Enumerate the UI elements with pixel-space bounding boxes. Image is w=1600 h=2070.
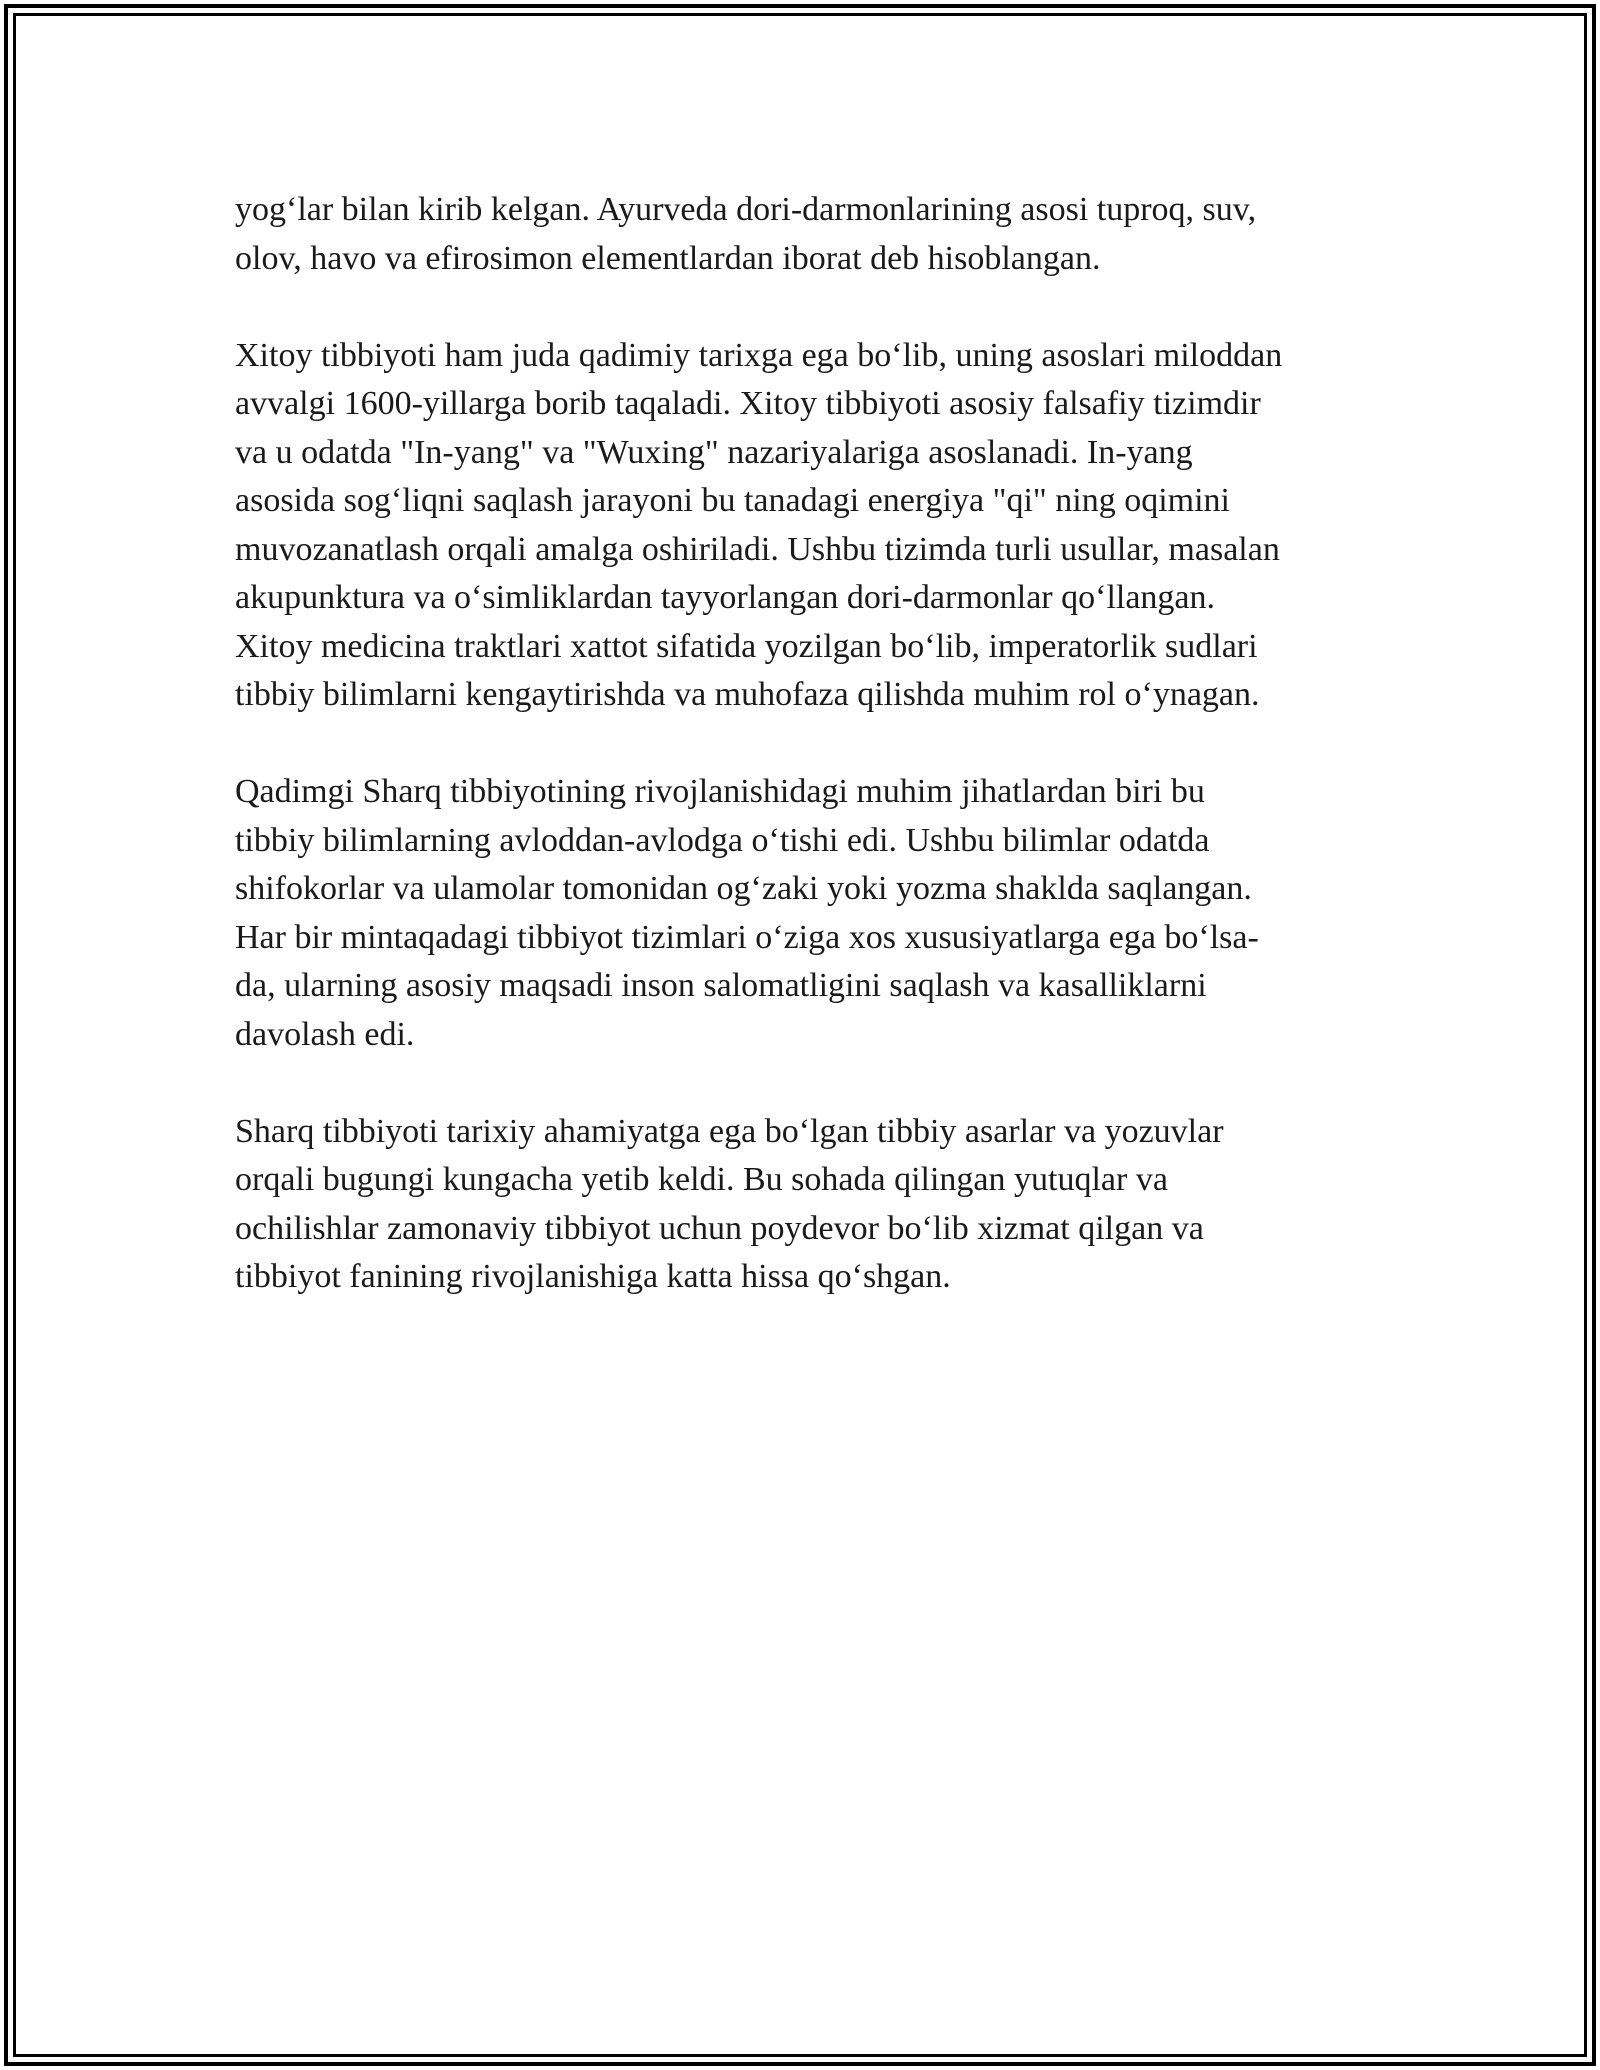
text-line: tibbiy bilimlarning avloddan-avlodga o‘tishi edi. Ushbu bilimlar odatda xyxy=(235,821,1210,859)
paragraph-legacy xyxy=(235,1108,1375,1302)
text-line: olov, havo va efirosimon elementlardan iborat deb hisoblangan. xyxy=(235,239,1101,277)
text-line: Xitoy tibbiyoti ham juda qadimiy tarixga ega bo‘lib, uning asoslari miloddan xyxy=(235,336,1283,374)
text-line: Xitoy medicina traktlari xattot sifatida yozilgan bo‘lib, imperatorlik sudlari xyxy=(235,627,1258,665)
text-line: davolash edi. xyxy=(235,1015,415,1053)
paragraph-chinese-medicine xyxy=(235,332,1375,720)
text-line: avvalgi 1600-yillarga borib taqaladi. Xitoy tibbiyoti asosiy falsafiy tizimdir xyxy=(235,385,1261,422)
text-line: muvozanatlash orqali amalga oshiriladi. Ushbu tizimda turli usullar, masalan xyxy=(235,530,1280,568)
text-line: tibbiy bilimlarni kengaytirishda va muhofaza qilishda muhim rol o‘ynagan. xyxy=(235,676,1260,713)
text-line: tibbiyot fanining rivojlanishiga katta hissa qo‘shgan. xyxy=(235,1258,951,1295)
paragraph-knowledge-transfer xyxy=(235,768,1375,1059)
text-line: Har bir mintaqadagi tibbiyot tizimlari o‘ziga xos xususiyatlarga ega bo‘lsa- xyxy=(235,918,1259,956)
text-line: ochilishlar zamonaviy tibbiyot uchun poydevor bo‘lib xizmat qilgan va xyxy=(235,1209,1204,1247)
text-line: akupunktura va o‘simliklardan tayyorlangan dori-darmonlar qo‘llangan. xyxy=(235,579,1216,616)
text-line: Qadimgi Sharq tibbiyotining rivojlanishidagi muhim jihatlardan biri bu xyxy=(235,773,1205,810)
text-line: asosida sog‘liqni saqlash jarayoni bu tanadagi energiya "qi" ning oqimini xyxy=(235,482,1230,519)
text-line: da, ularning asosiy maqsadi inson salomatligini saqlash va kasalliklarni xyxy=(235,967,1207,1004)
text-line: shifokorlar va ulamolar tomonidan og‘zaki yoki yozma shaklda saqlangan. xyxy=(235,870,1252,907)
document-body xyxy=(235,186,1375,1350)
text-line: va u odatda "In-yang" va "Wuxing" nazariyalariga asoslanadi. In-yang xyxy=(235,433,1193,471)
text-line: orqali bugungi kungacha yetib keldi. Bu sohada qilingan yutuqlar va xyxy=(235,1161,1168,1198)
paragraph-ayurveda xyxy=(235,186,1375,283)
text-line: yog‘lar bilan kirib kelgan. Ayurveda dori-darmonlarining asosi tuproq, suv, xyxy=(235,191,1257,228)
text-line: Sharq tibbiyoti tarixiy ahamiyatga ega bo‘lgan tibbiy asarlar va yozuvlar xyxy=(235,1112,1224,1150)
